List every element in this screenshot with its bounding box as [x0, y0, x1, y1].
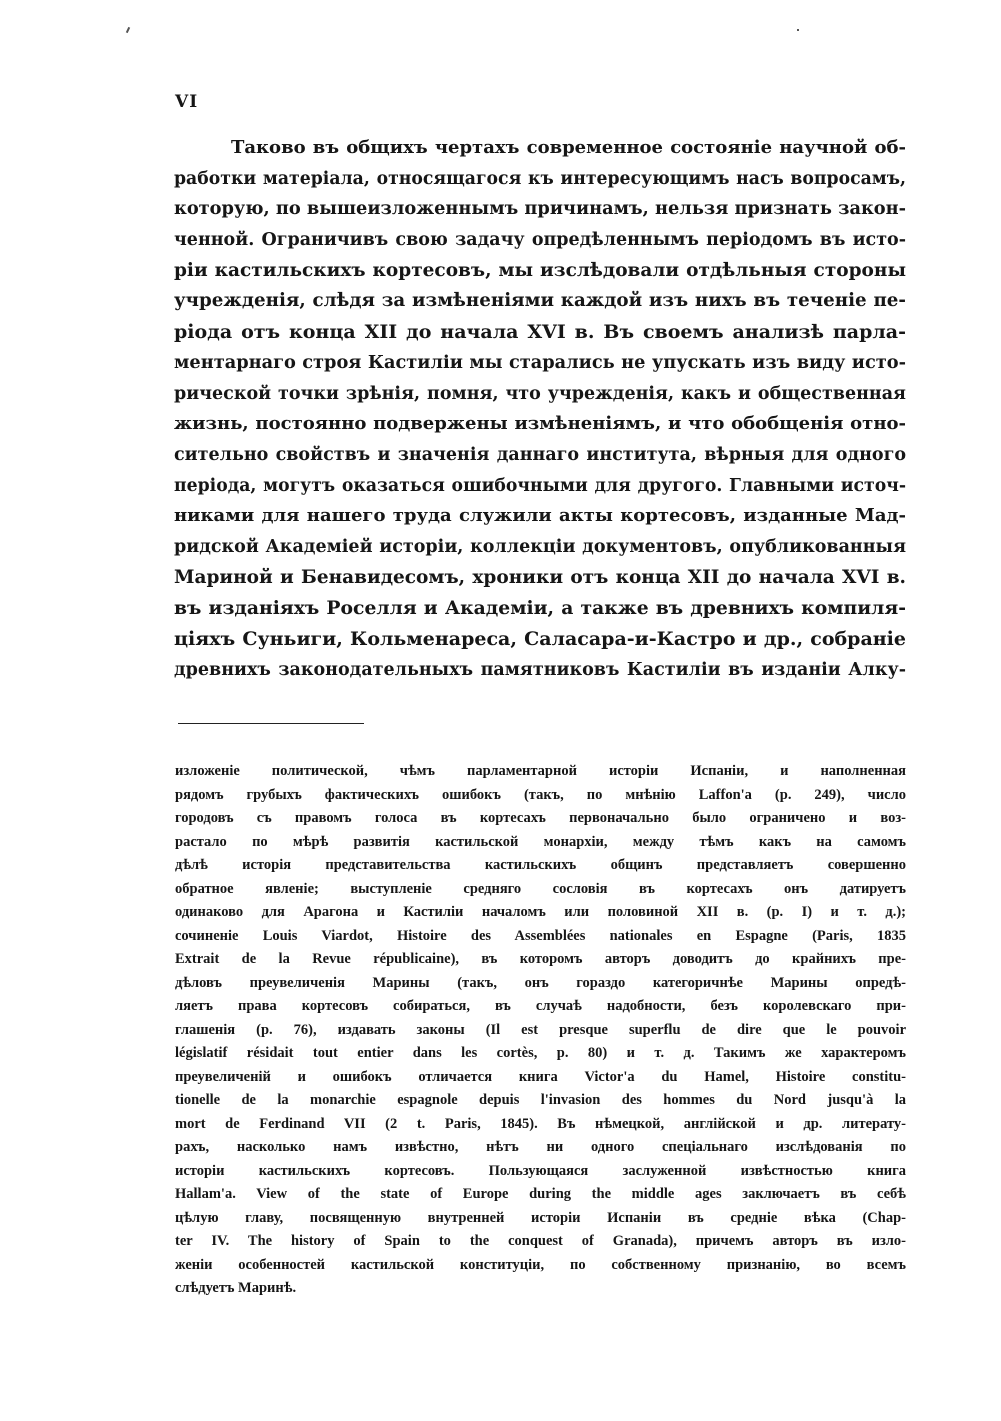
- footnote-line: обратное явленіе; выступленіе средняго сословія въ кортесахъ онъ датируетъ: [175, 880, 906, 897]
- footnote-line: изложеніе политической, чѣмъ парламентарной исторіи Испаніи, и наполненная: [175, 763, 906, 779]
- main-paragraph: [174, 133, 906, 685]
- footnote-line: женіи особенностей кастильской конституціи, по собственному признанію, во всемъ: [175, 1256, 906, 1273]
- text-line: рической точки зрѣнія, помня, что учрежденія, какъ и общественная: [174, 383, 906, 404]
- footnote-line: слѣдуетъ Маринѣ.: [175, 1280, 297, 1296]
- footnote-line: исторіи кастильскихъ кортесовъ. Пользующаяся заслуженной извѣстностью книга: [175, 1162, 906, 1179]
- text-line: въ изданіяхъ Роселля и Академіи, а также въ древнихъ компиля-: [174, 597, 906, 620]
- text-line: сительно свойствъ и значенія даннаго института, вѣрныя для одного: [174, 444, 906, 465]
- text-line: ченной. Ограничивъ свою задачу опредѣленнымъ періодомъ въ исто-: [174, 230, 906, 251]
- text-line: ментарнаго строя Кастиліи мы старались не упускать изъ виду исто-: [174, 351, 906, 373]
- footnote-line: дѣлѣ исторія представительства кастильскихъ общинъ представляетъ совершенно: [175, 857, 906, 873]
- footnote-line: растало по мѣрѣ развитія кастильской монархіи, между тѣмъ какъ на самомъ: [175, 833, 906, 850]
- footnote-line: Hallam'a. View of the state of Europe during the middle ages заключаетъ въ себѣ: [175, 1186, 906, 1202]
- footnote: [175, 760, 906, 1301]
- footnote-line: tionelle de la monarchie espagnole depuis l'invasion des hommes du Nord jusqu'à la: [175, 1092, 906, 1108]
- scan-speck: [126, 27, 130, 33]
- text-line: работки матеріала, относящагося къ интересующимъ насъ вопросамъ,: [174, 168, 906, 189]
- footnote-line: ter IV. The history of Spain to the conquest of Granada), причемъ авторъ въ изло-: [175, 1233, 906, 1249]
- footnote-divider: [178, 723, 364, 724]
- text-line: Мариной и Бенавидесомъ, хроники отъ конца XII до начала XVI в.: [174, 566, 906, 588]
- footnote-line: ляетъ права кортесовъ собираться, въ случаѣ надобности, безъ королевскаго при-: [175, 998, 906, 1014]
- footnote-line: législatif résidait tout entier dans les cortès, p. 80) и т. д. Такимъ же характеромъ: [175, 1045, 906, 1061]
- footnote-line: городовъ съ правомъ голоса въ кортесахъ первоначально было ограничено и воз-: [175, 810, 906, 826]
- scan-speck: [797, 29, 799, 31]
- text-line: ріода отъ конца XII до начала XVI в. Въ своемъ анализѣ парла-: [174, 321, 906, 344]
- text-line: ридской Академіей исторіи, коллекціи документовъ, опубликованныя: [174, 536, 906, 557]
- text-line: никами для нашего труда служили акты кортесовъ, изданные Мад-: [174, 505, 906, 527]
- text-line: жизнь, постоянно подвержены измѣненіямъ, и что обобщенія отно-: [174, 413, 906, 435]
- footnote-line: Extrait de la Revue républicaine), въ которомъ авторъ доводитъ до крайнихъ пре-: [175, 951, 906, 967]
- footnote-line: одинаково для Арагона и Кастиліи началомъ или половиной XII в. (p. I) и т. д.);: [175, 904, 906, 920]
- footnote-line: преувеличеній и ошибокъ отличается книга Victor'a du Hamel, Histoire constitu-: [175, 1068, 906, 1085]
- text-line: ріи кастильскихъ кортесовъ, мы изслѣдовали отдѣльныя стороны: [174, 259, 906, 281]
- footnote-line: глашенія (p. 76), издавать законы (Il est presque superflu de dire que le pouvoir: [175, 1021, 906, 1038]
- text-line: ціяхъ Суньиги, Кольменареса, Саласара-и-Кастро и др., собраніе: [174, 628, 906, 650]
- footnote-line: цѣлую главу, посвященную внутренней исторіи Испаніи въ средніе вѣка (Chap-: [175, 1209, 906, 1226]
- footnote-line: дѣловъ преувеличенія Марины (такъ, онъ гораздо категоричнѣе Марины опредѣ-: [175, 974, 906, 991]
- text-line: Таково въ общихъ чертахъ современное состояніе научной об-: [231, 137, 906, 158]
- text-line: учрежденія, слѣдя за измѣненіями каждой изъ нихъ въ теченіе пе-: [174, 290, 906, 312]
- text-line: періода, могутъ оказаться ошибочными для другого. Главными источ-: [174, 475, 906, 496]
- footnote-line: mort de Ferdinand VII (2 t. Paris, 1845). Въ нѣмецкой, англійской и др. литерату-: [175, 1115, 906, 1132]
- page-number: VI: [175, 92, 199, 112]
- footnote-line: сочиненіе Louis Viardot, Histoire des Assemblées nationales en Espagne (Paris, 1835: [175, 927, 906, 944]
- text-line: которую, по вышеизложеннымъ причинамъ, нельзя признать закон-: [174, 198, 906, 220]
- text-line: древнихъ законодательныхъ памятниковъ Кастиліи въ изданіи Алку-: [174, 659, 906, 680]
- footnote-line: рахъ, насколько намъ извѣстно, нѣтъ ни одного спеціальнаго изслѣдованія по: [175, 1139, 906, 1155]
- footnote-line: рядомъ грубыхъ фактическихъ ошибокъ (такъ, по мнѣнію Laffon'a (p. 249), число: [175, 786, 906, 803]
